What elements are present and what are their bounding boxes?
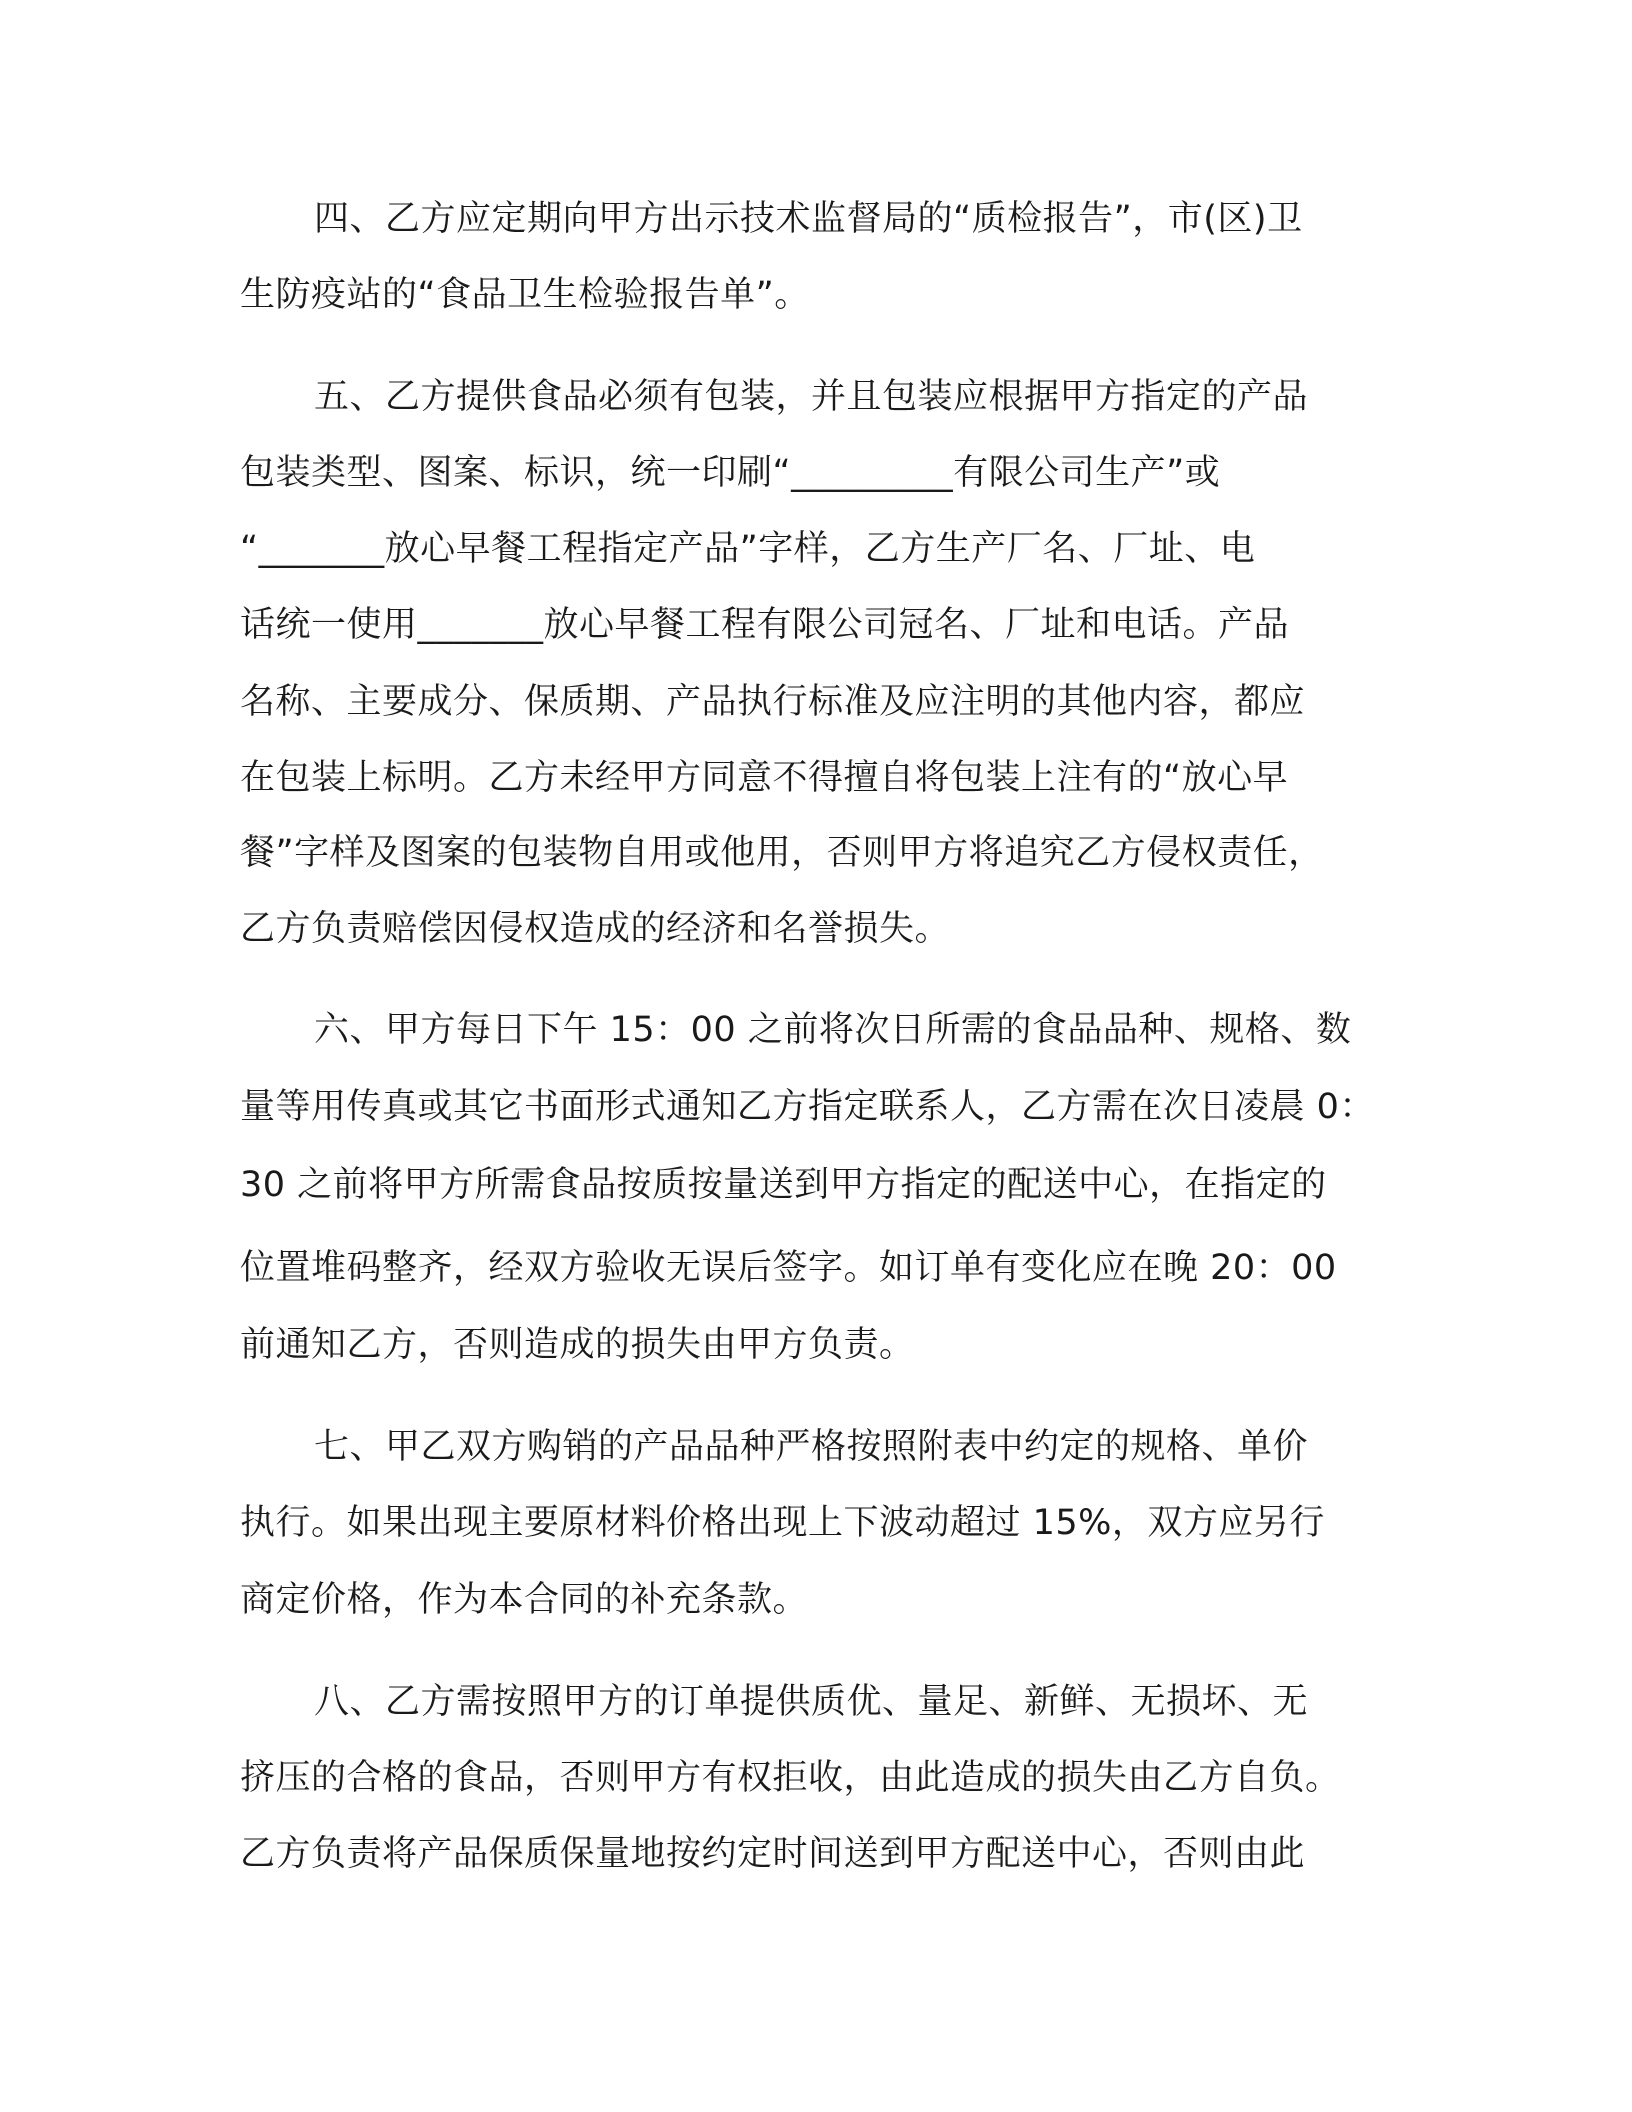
paragraph-line: 在包装上标明。乙方未经甲方同意不得擅自将包装上注有的“放心早 bbox=[240, 758, 1289, 798]
paragraph-line: 位置堆码整齐，经双方验收无误后签字。如订单有变化应在晚 20：00 bbox=[240, 1248, 1337, 1288]
paragraph-line: 30 之前将甲方所需食品按质按量送到甲方指定的配送中心，在指定的 bbox=[240, 1165, 1327, 1205]
paragraph-line: 乙方负责将产品保质保量地按约定时间送到甲方配送中心，否则由此 bbox=[240, 1834, 1306, 1874]
paragraph-line: “_______放心早餐工程指定产品”字样，乙方生产厂名、厂址、电 bbox=[240, 529, 1256, 569]
paragraph-line: 商定价格，作为本合同的补充条款。 bbox=[240, 1580, 809, 1620]
paragraph-line: 名称、主要成分、保质期、产品执行标准及应注明的其他内容，都应 bbox=[240, 682, 1306, 722]
paragraph-line: 执行。如果出现主要原材料价格出现上下波动超过 15%，双方应另行 bbox=[240, 1503, 1325, 1543]
paragraph-line: 包装类型、图案、标识，统一印刷“_________有限公司生产”或 bbox=[240, 453, 1221, 493]
paragraph-line: 八、乙方需按照甲方的订单提供质优、量足、新鲜、无损坏、无 bbox=[314, 1682, 1309, 1722]
paragraph-line: 四、乙方应定期向甲方出示技术监督局的“质检报告”，市(区)卫 bbox=[314, 199, 1303, 239]
paragraph-line: 餐”字样及图案的包装物自用或他用，否则甲方将追究乙方侵权责任， bbox=[240, 833, 1324, 873]
paragraph-line: 乙方负责赔偿因侵权造成的经济和名誉损失。 bbox=[240, 909, 951, 949]
paragraph-line: 五、乙方提供食品必须有包装，并且包装应根据甲方指定的产品 bbox=[314, 377, 1309, 417]
paragraph-line: 六、甲方每日下午 15：00 之前将次日所需的食品品种、规格、数 bbox=[314, 1010, 1352, 1050]
paragraph-line: 七、甲乙双方购销的产品品种严格按照附表中约定的规格、单价 bbox=[314, 1427, 1309, 1467]
paragraph-line: 挤压的合格的食品，否则甲方有权拒收，由此造成的损失由乙方自负。 bbox=[240, 1758, 1341, 1798]
paragraph-line: 生防疫站的“食品卫生检验报告单”。 bbox=[240, 275, 810, 315]
paragraph-line: 量等用传真或其它书面形式通知乙方指定联系人，乙方需在次日凌晨 0： bbox=[240, 1087, 1375, 1127]
paragraph-line: 前通知乙方，否则造成的损失由甲方负责。 bbox=[240, 1325, 915, 1365]
paragraph-line: 话统一使用_______放心早餐工程有限公司冠名、厂址和电话。产品 bbox=[240, 605, 1290, 645]
